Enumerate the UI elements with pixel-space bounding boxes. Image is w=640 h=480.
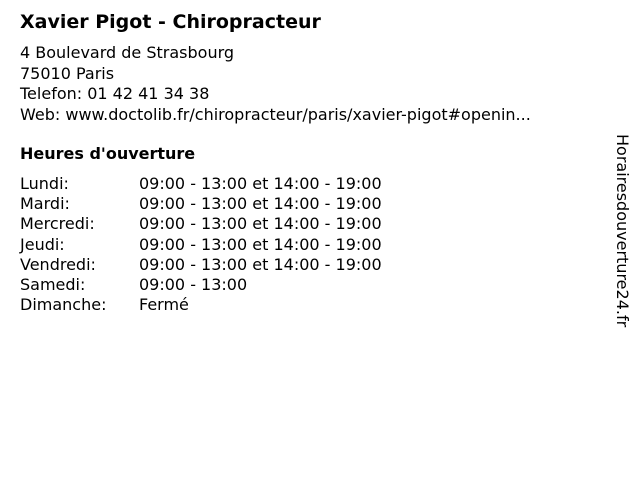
time-range: 09:00 - 13:00 et 14:00 - 19:00 [139,214,382,234]
time-range: 09:00 - 13:00 et 14:00 - 19:00 [139,174,382,193]
business-title: Xavier Pigot - Chiropracteur [20,11,321,33]
day-label: Jeudi: [20,234,65,254]
day-label: Dimanche: [20,295,107,315]
time-range: 09:00 - 13:00 et 14:00 - 19:00 [139,254,382,274]
phone-line: Telefon: 01 42 41 34 38 [20,84,210,103]
day-label: Samedi: [20,274,86,294]
time-range: 09:00 - 13:00 [139,274,248,294]
opening-hours-heading: Heures d'ouverture [20,144,196,163]
time-range: 09:00 - 13:00 et 14:00 - 19:00 [139,234,382,254]
day-label: Mardi: [20,194,70,214]
day-label: Vendredi: [20,254,96,274]
city-postcode: 75010 Paris [20,63,115,83]
time-range: Fermé [139,295,189,315]
website-line: Web: www.doctolib.fr/chiropracteur/paris/xavier-pigot#openin... [20,104,531,124]
street-address: 4 Boulevard de Strasbourg [20,43,235,62]
time-range: 09:00 - 13:00 et 14:00 - 19:00 [139,194,382,214]
address-block [20,43,531,125]
day-label: Mercredi: [20,214,95,234]
day-label: Lundi: [20,174,69,193]
site-watermark-label: Horairesdouverture24.fr [613,134,632,328]
